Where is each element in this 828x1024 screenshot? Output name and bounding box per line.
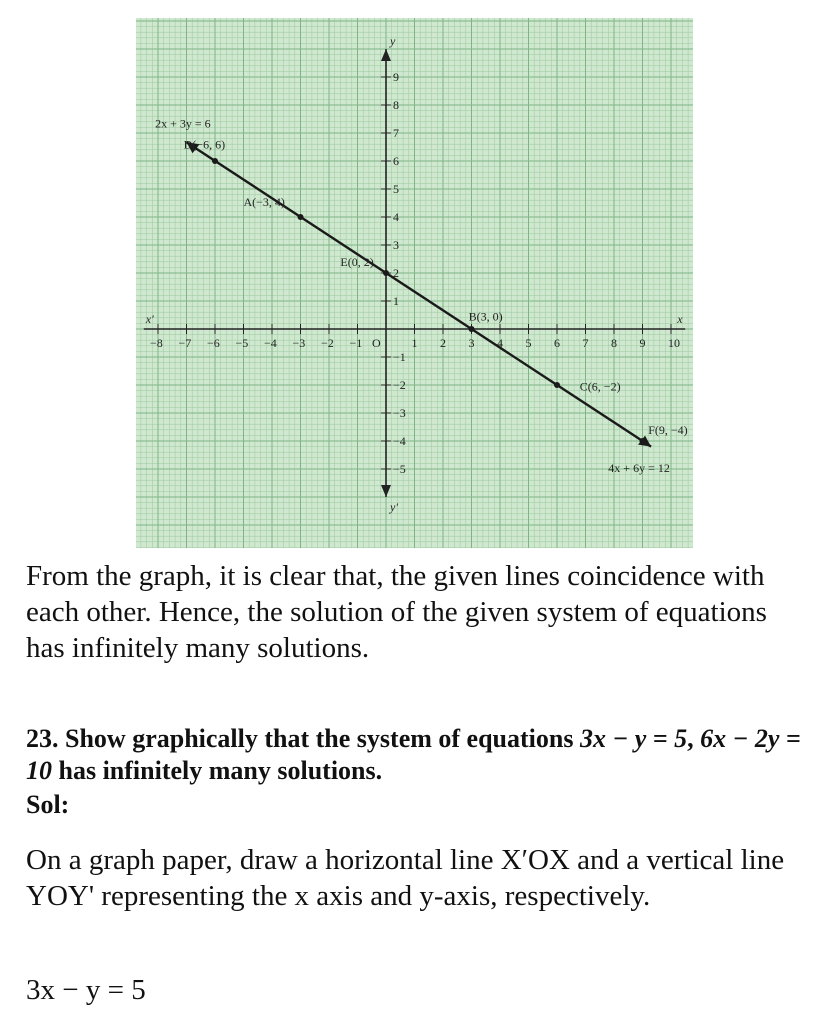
equation-line: 3x − y = 5 — [26, 974, 146, 1006]
question-equation-2: 6x − 2y = 10 — [26, 724, 801, 785]
x-tick-label: −1 — [349, 336, 363, 350]
x-tick-label: 3 — [468, 336, 475, 350]
x-tick-label: 1 — [411, 336, 418, 350]
x-tick-label: 8 — [611, 336, 617, 350]
equation-label-1: 2x + 3y = 6 — [155, 116, 211, 131]
y-tick-label: 8 — [393, 98, 399, 112]
point-marker — [554, 382, 560, 388]
point-marker — [212, 158, 218, 164]
conclusion-text: From the graph, it is clear that, the given lines coincidence with each other. Hence, the solution of the given system of equations has infinitely many solutions. — [26, 560, 767, 664]
x-tick-label: 10 — [668, 336, 680, 350]
graph-svg — [136, 18, 693, 548]
point-marker — [298, 214, 304, 220]
x-tick-label: −8 — [150, 336, 163, 350]
y-tick-label: −3 — [393, 406, 406, 420]
y-tick-label: 4 — [393, 210, 399, 224]
point-label: E(0, 2) — [340, 255, 374, 269]
y-axis-negative-label: y' — [390, 500, 398, 514]
point-marker — [383, 270, 389, 276]
point-label: D(−6, 6) — [183, 137, 226, 152]
point-label: A(−3, 4) — [243, 194, 285, 209]
x-tick-label: 5 — [525, 336, 532, 350]
y-tick-label: 6 — [393, 154, 399, 168]
coordinate-graph — [136, 18, 693, 548]
y-tick-label: −5 — [393, 462, 406, 476]
question-prefix: 23. Show graphically that the system of equations — [26, 724, 580, 753]
x-axis-label: x — [677, 312, 683, 326]
x-tick-label: −6 — [207, 336, 220, 350]
y-tick-label: 3 — [393, 238, 399, 252]
equation-label-2: 4x + 6y = 12 — [608, 460, 670, 475]
origin-label: O — [372, 336, 381, 350]
y-tick-label: 2 — [393, 266, 399, 280]
point-marker — [469, 326, 475, 332]
x-tick-label: 2 — [440, 336, 446, 350]
solution-label: Sol: — [26, 790, 70, 819]
point-marker — [640, 438, 646, 444]
x-tick-label: −2 — [321, 336, 334, 350]
y-axis-label: y — [390, 34, 396, 48]
instruction-text: On a graph paper, draw a horizontal line X′OX and a vertical line YOY' representing the x axis and y-axis, respectively. — [26, 844, 785, 912]
x-axis-negative-label: x' — [145, 312, 154, 326]
x-tick-label: −4 — [264, 336, 277, 350]
point-label: B(3, 0) — [468, 309, 503, 324]
question-equation-1: 3x − y = 5 — [579, 724, 688, 753]
point-label: C(6, −2) — [579, 379, 621, 394]
y-tick-label: 5 — [393, 182, 399, 196]
x-tick-label: −5 — [235, 336, 249, 350]
x-tick-label: 9 — [639, 336, 646, 350]
y-tick-label: 7 — [393, 126, 399, 140]
x-tick-label: 6 — [554, 336, 560, 350]
question-23 — [26, 723, 816, 787]
point-label: F(9, −4) — [648, 423, 688, 437]
y-tick-label: −1 — [393, 350, 406, 364]
x-tick-label: −7 — [178, 336, 192, 350]
y-tick-label: 9 — [393, 70, 399, 84]
x-tick-label: −3 — [292, 336, 306, 350]
question-separator: , — [687, 724, 701, 753]
x-tick-label: 7 — [582, 336, 589, 350]
y-tick-label: −4 — [393, 434, 406, 448]
x-tick-label: 4 — [497, 336, 503, 350]
question-suffix: has infinitely many solutions. — [52, 756, 383, 785]
y-tick-label: 1 — [393, 294, 399, 308]
y-tick-label: −2 — [393, 378, 406, 392]
